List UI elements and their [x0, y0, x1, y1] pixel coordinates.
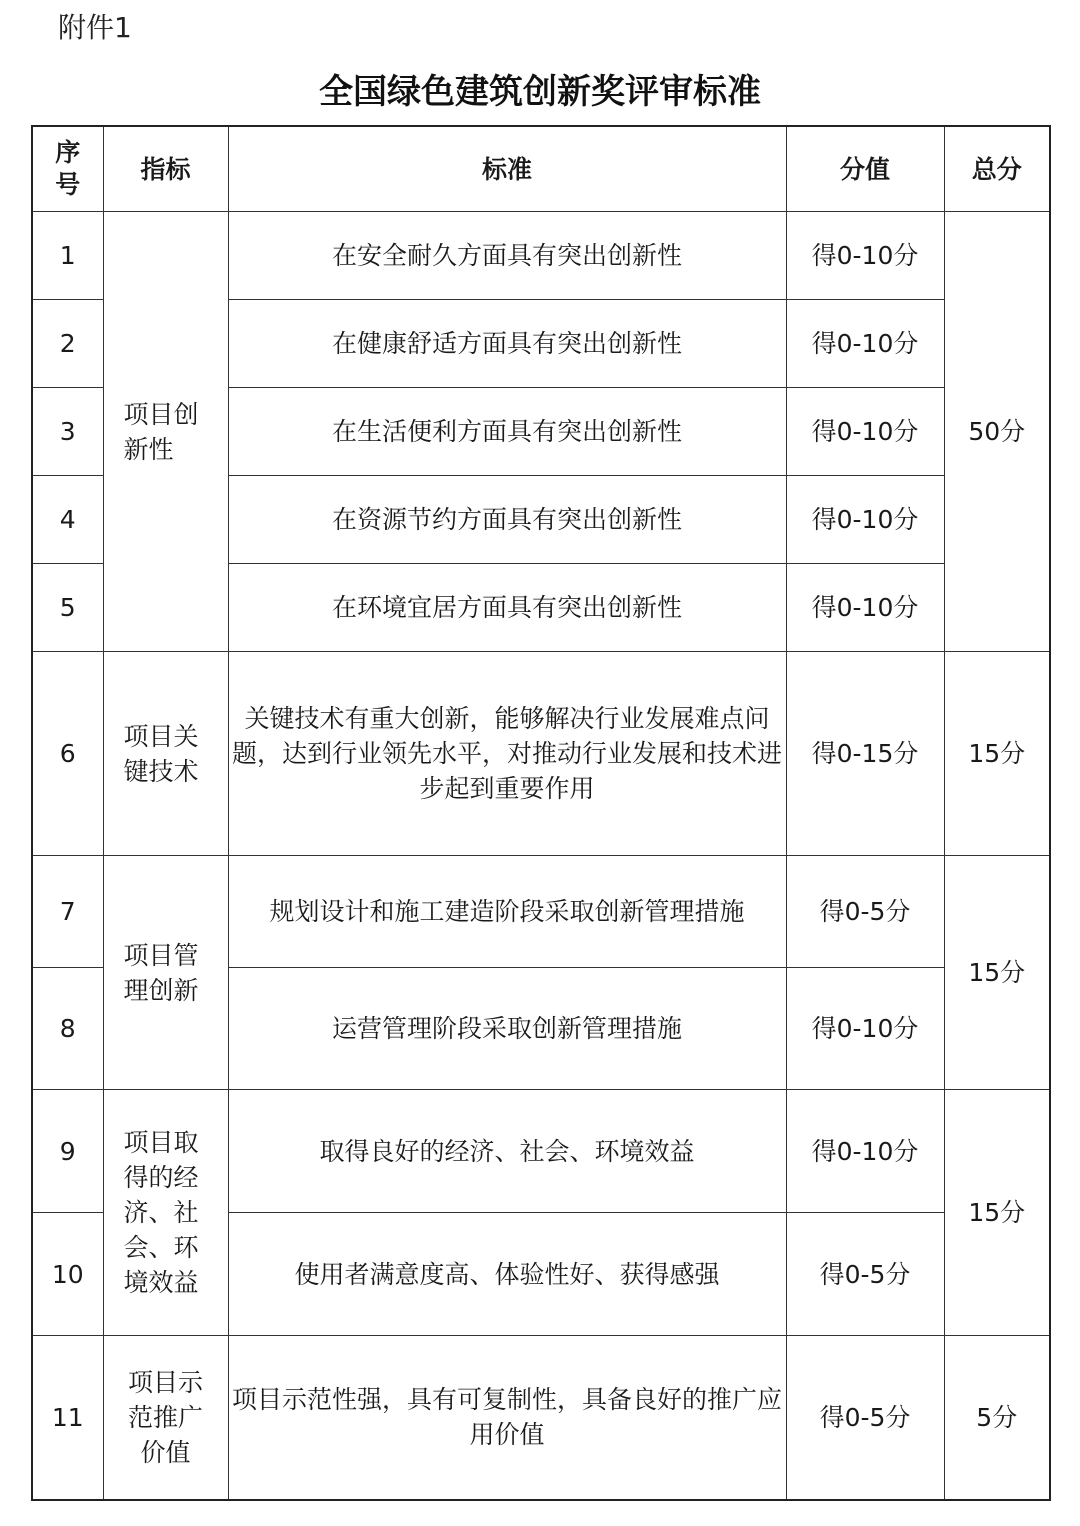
header-no-char-1: 序: [55, 138, 81, 167]
row-number: 10: [32, 1213, 103, 1336]
header-score: 分值: [786, 126, 944, 212]
score-cell: 得0-10分: [786, 300, 944, 388]
header-no-char-2: 号: [55, 170, 81, 199]
indicator-cell: [103, 1336, 228, 1500]
row-number: 3: [32, 388, 103, 476]
row-number: 7: [32, 856, 103, 968]
standard-cell: 在健康舒适方面具有突出创新性: [228, 300, 786, 388]
header-standard: 标准: [228, 126, 786, 212]
standard-cell: 规划设计和施工建造阶段采取创新管理措施: [228, 856, 786, 968]
row-number: 2: [32, 300, 103, 388]
header-no: [32, 126, 103, 212]
standard-cell: 运营管理阶段采取创新管理措施: [228, 968, 786, 1090]
attachment-label: 附件1: [58, 11, 132, 44]
row-number: 8: [32, 968, 103, 1090]
row-number: 5: [32, 564, 103, 652]
standard-cell: 在生活便利方面具有突出创新性: [228, 388, 786, 476]
evaluation-standards-table: [31, 125, 1051, 1501]
indicator-text: 项目管理创新: [123, 940, 199, 1005]
indicator-text: 项目取得的经济、社会、环境效益: [123, 1128, 199, 1297]
row-number: 1: [32, 212, 103, 300]
table-row: [32, 1090, 1050, 1213]
total-cell: 15分: [944, 652, 1050, 856]
indicator-cell: [103, 212, 228, 652]
table-row: [32, 212, 1050, 300]
standard-cell: 关键技术有重大创新，能够解决行业发展难点问题，达到行业领先水平，对推动行业发展和技术进步起到重要作用: [228, 652, 786, 856]
table-row: [32, 652, 1050, 856]
header-indicator: 指标: [103, 126, 228, 212]
table-row: [32, 1336, 1050, 1500]
indicator-text: 项目创新性: [123, 399, 199, 464]
standard-cell: 在资源节约方面具有突出创新性: [228, 476, 786, 564]
standard-cell: 使用者满意度高、体验性好、获得感强: [228, 1213, 786, 1336]
document-title: 全国绿色建筑创新奖评审标准: [319, 72, 761, 112]
score-cell: 得0-10分: [786, 564, 944, 652]
total-cell: 5分: [944, 1336, 1050, 1500]
score-cell: 得0-10分: [786, 388, 944, 476]
table-header-row: [32, 126, 1050, 212]
score-cell: 得0-5分: [786, 1213, 944, 1336]
score-cell: 得0-15分: [786, 652, 944, 856]
indicator-cell: [103, 652, 228, 856]
standard-cell: 在安全耐久方面具有突出创新性: [228, 212, 786, 300]
score-cell: 得0-10分: [786, 1090, 944, 1213]
total-cell: 50分: [944, 212, 1050, 652]
score-cell: 得0-10分: [786, 476, 944, 564]
indicator-text: 项目关键技术: [123, 721, 199, 786]
standard-cell: 在环境宜居方面具有突出创新性: [228, 564, 786, 652]
score-cell: 得0-5分: [786, 1336, 944, 1500]
score-cell: 得0-10分: [786, 968, 944, 1090]
row-number: 11: [32, 1336, 103, 1500]
standard-cell: 取得良好的经济、社会、环境效益: [228, 1090, 786, 1213]
total-cell: 15分: [944, 1090, 1050, 1336]
row-number: 6: [32, 652, 103, 856]
standard-cell: 项目示范性强，具有可复制性，具备良好的推广应用价值: [228, 1336, 786, 1500]
table-row: [32, 856, 1050, 968]
score-cell: 得0-5分: [786, 856, 944, 968]
header-total: 总分: [944, 126, 1050, 212]
total-cell: 15分: [944, 856, 1050, 1090]
indicator-cell: [103, 856, 228, 1090]
indicator-cell: [103, 1090, 228, 1336]
indicator-text: 项目示范推广价值: [127, 1367, 203, 1467]
score-cell: 得0-10分: [786, 212, 944, 300]
row-number: 9: [32, 1090, 103, 1213]
row-number: 4: [32, 476, 103, 564]
